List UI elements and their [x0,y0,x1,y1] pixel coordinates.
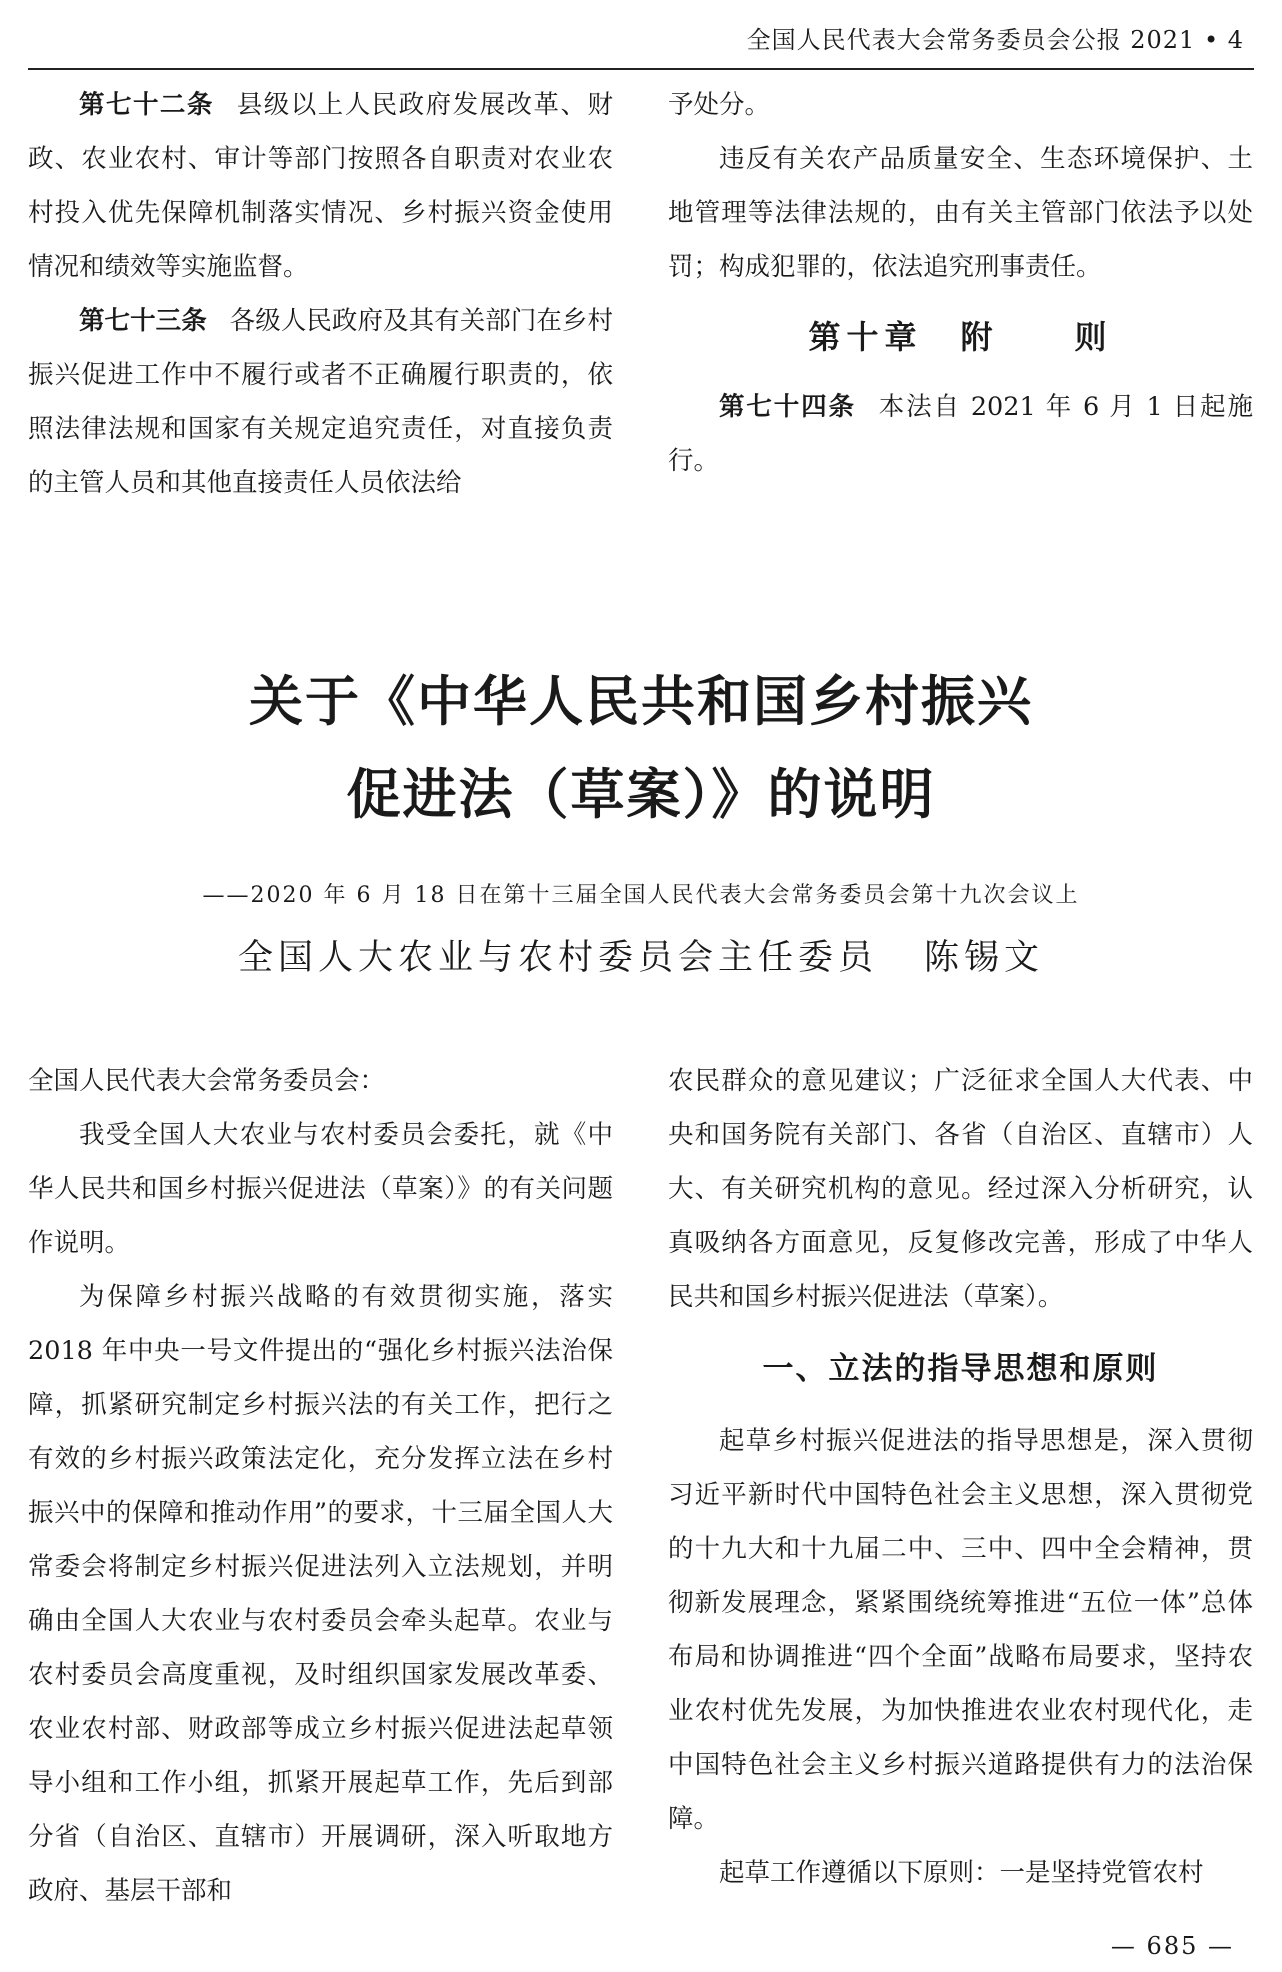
paragraph: 我受全国人大农业与农村委员会委托，就《中华人民共和国乡村振兴促进法（草案）》的有关问题作说明。 [28,1120,613,1258]
author-name: 陈锡文 [924,938,1045,978]
article-74 [668,380,1253,488]
author-role: 全国人大农业与农村委员会主任委员 [237,938,878,978]
page-number: — 685 — [1110,1932,1234,1960]
body-right-column [668,1054,1253,1900]
article-label: 第七十四条 [719,392,856,422]
article-subtitle: ——2020 年 6 月 18 日在第十三届全国人民代表大会常务委员会第十九次会议上 [202,883,1080,908]
continued-text: 予处分。 [668,90,771,120]
paragraph: 起草乡村振兴促进法的指导思想是，深入贯彻习近平新时代中国特色社会主义思想，深入贯彻党的十九大和十九届二中、三中、四中全会精神，贯彻新发展理念，紧紧围绕统筹推进“五位一体”总体布局和协调推进“四个全面”战略布局要求，坚持农业农村优先发展，为加快推进农业农村现代化，走中国特色社会主义乡村振兴道路提供有力的法治保障。 [668,1426,1253,1834]
paragraph: 违反有关农产品质量安全、生态环境保护、土地管理等法律法规的，由有关主管部门依法予以处罚；构成犯罪的，依法追究刑事责任。 [668,144,1253,282]
article-label: 第七十三条 [79,306,207,336]
paragraph: 为保障乡村振兴战略的有效贯彻实施，落实 2018 年中央一号文件提出的“强化乡村振兴法治保障，抓紧研究制定乡村振兴法的有关工作，把行之有效的乡村振兴政策法定化，充分发挥立法在乡村振兴中的保障和推动作用”的要求，十三届全国人大常委会将制定乡村振兴促进法列入立法规划，并明确由全国人大农业与农村委员会牵头起草。农业与农村委员会高度重视，及时组织国家发展改革委、农业农村部、财政部等成立乡村振兴促进法起草领导小组和工作小组，抓紧开展起草工作，先后到部分省（自治区、直辖市）开展调研，深入听取地方政府、基层干部和 [28,1282,613,1906]
running-header [28,0,1254,70]
article-text: 本法自 2021 年 6 月 1 日起施行。 [668,392,1253,476]
article-73 [28,294,613,510]
journal-title: 全国人民代表大会常务委员会公报 2021 • 4 [746,26,1244,54]
salutation: 全国人民代表大会常务委员会： [28,1066,386,1096]
top-right-column [668,78,1253,488]
author-line [0,930,1282,980]
top-left-column [28,78,613,510]
continued-text: 农民群众的意见建议；广泛征求全国人大代表、中央和国务院有关部门、各省（自治区、直辖市）人大、有关研究机构的意见。经过深入分析研究，认真吸纳各方面意见，反复修改完善，形成了中华人民共和国乡村振兴促进法（草案）。 [668,1066,1253,1312]
article-72 [28,78,613,294]
body-left-column [28,1054,613,1918]
article-text: 县级以上人民政府发展改革、财政、农业农村、审计等部门按照各自职责对农业农村投入优先保障机制落实情况、乡村振兴资金使用情况和绩效等实施监督。 [28,90,613,282]
article-text: 各级人民政府及其有关部门在乡村振兴促进工作中不履行或者不正确履行职责的，依照法律法规和国家有关规定追究责任，对直接负责的主管人员和其他直接责任人员依法给 [28,306,613,498]
article-title-line-1: 关于《中华人民共和国乡村振兴 [249,670,1033,733]
section-heading: 一、立法的指导思想和原则 [762,1351,1159,1387]
chapter-heading: 第十章 附 则 [808,318,1113,356]
article-title-line-2: 促进法（草案）》的说明 [346,763,936,826]
paragraph: 起草工作遵循以下原则：一是坚持党管农村 [719,1858,1204,1888]
article-label: 第七十二条 [79,90,214,120]
